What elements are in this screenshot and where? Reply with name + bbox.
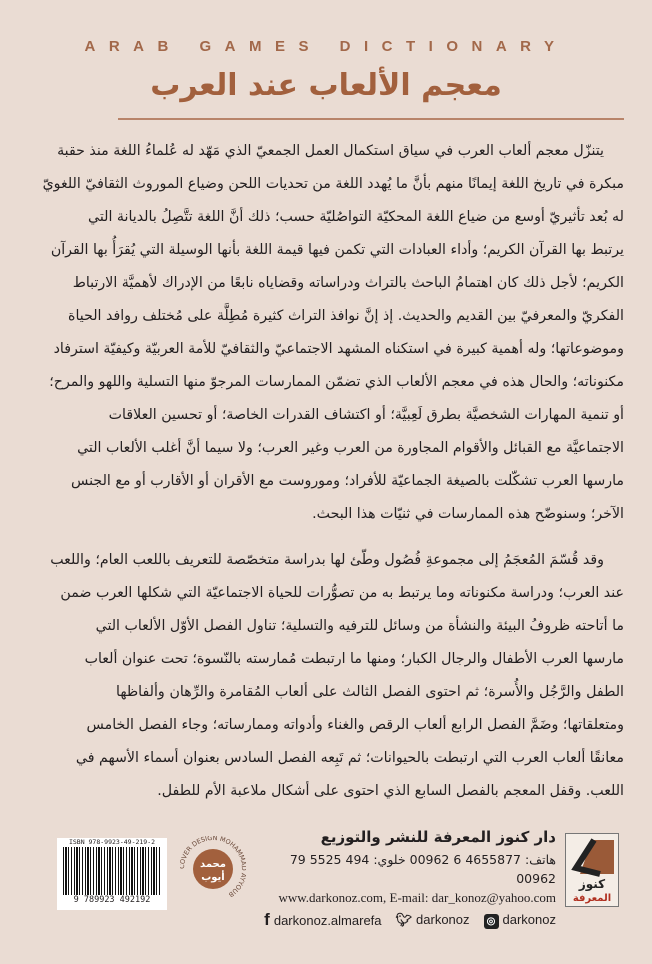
isbn-barcode [57, 838, 167, 910]
social-links [252, 910, 556, 930]
paragraph-line: الكريم؛ لأجل ذلك كان اهتمامُ الباحث بالتراث ودراساته وقضاياه نابعًا من الإدراك لأهميَّة الارتباط [72, 275, 624, 291]
paragraph-line: معانقًا ألعاب العرب التي ارتبطت بالحيوانات؛ ثم تَبِعه الفصل السادس بعنوان أسماء الأسهم في [75, 750, 624, 766]
paragraph-line: اللعب. وقفل المعجم بالفصل السابع الذي احتوى على أشكال ملاعبة الأم للطفل. [157, 783, 624, 799]
svg-text:كنوز: كنوز [578, 877, 606, 891]
barcode-bars [63, 847, 161, 895]
description-paragraph-1 [42, 135, 624, 531]
paragraph-line: مبكرة في تاريخ اللغة إيمانًا منهم بأنَّ ما يُهدد اللغة من تحديات اللحن وضياع الموروث الثقافيّ اللغويّ [42, 176, 624, 192]
paragraph-line: عند العرب؛ ودراسة مكنوناته وما يرتبط به من تصوُّرات للحياة الاجتماعيّة التي شكلها العرب ضمن [60, 585, 624, 601]
svg-text:محمد: محمد [200, 859, 226, 870]
svg-text:COVER DESIGN MOHAMMAD AYYOUB: VER DESIGN MOHAMM YYOUB [180, 836, 246, 899]
arabic-title: معجم الألعاب عند العرب [150, 68, 502, 103]
paragraph-line: له بُعد تأثيريّ أوسع من ضياع اللغة المحكيّة التواصُليّة حسب؛ ذلك أنَّ اللغة تتَّصِلُ بالديانة التي [88, 209, 624, 225]
paragraph-line: الآخر؛ وسنوضّح هذه الممارسات في ثنيّات هذا البحث. [312, 506, 624, 522]
paragraph-line: الطفل والرَّجُل والأُسرة؛ ثم احتوى الفصل الثالث على ألعاب المُقامرة والرِّهان وألفاظها [116, 684, 624, 700]
paragraph-line: الاجتماعيَّة مع القبائل والأقوام المجاورة من العرب وغير العرب؛ ولا سيما أنَّ أغلب الألعاب التي [77, 440, 624, 456]
paragraph-line: وقد قُسّمَ المُعجَمُ إلى مجموعةِ فُصُول وطّئ لها بدراسة متخصّصة للتعريف باللعب العام؛ واللعب [50, 552, 604, 568]
description-paragraph-2 [50, 544, 624, 808]
instagram-handle: darkonoz [502, 911, 556, 927]
cover-design-seal [180, 836, 246, 902]
isbn-label: ISBN 978-9923-49-219-2 [68, 838, 156, 846]
paragraph-line: وموضوعاتها؛ وله أهمية كبيرة في استكناه المشهد الاجتماعيّ والثقافيّ للأمة العربيّة وكيفيّة استرفاد [53, 341, 624, 357]
title-divider [118, 118, 624, 120]
paragraph-line: مارسها العرب تشكّلت بالصيغة الجماعيّة للأفراد؛ وموروست مع الأقران أو الأقارب أو مع الجنس [71, 473, 624, 489]
publisher-phone: هاتف: 4655877 6 00962 خلوي: 494 5525 79 00962 [289, 852, 556, 886]
facebook-handle: darkonoz.almarefa [273, 913, 382, 928]
facebook-link[interactable] [264, 910, 381, 930]
publisher-info [252, 826, 556, 930]
instagram-icon: ◎ [484, 914, 499, 929]
english-title: ARAB GAMES DICTIONARY [84, 38, 568, 55]
publisher-name: دار كنوز المعرفة للنشر والتوزيع [320, 828, 556, 846]
instagram-link[interactable] [484, 912, 556, 929]
paragraph-line: الفكريّ والمعرفيّ بين القديم والحديث. إذ إنَّ نوافذ التراث كثيرة مُطِلَّة على مُختلف روافد الحياة [68, 308, 624, 324]
paragraph-line: ما أتاحته ظروفُ البيئة والنشأة من وسائل للترفيه والتسلية؛ تناول الفصل الأوّل الألعاب التي [95, 618, 624, 634]
twitter-icon: 🐦︎ [395, 912, 413, 927]
publisher-web[interactable]: www.darkonoz.com, E-mail: dar_konoz@yahoo.com [278, 890, 556, 905]
facebook-icon: f [264, 910, 270, 929]
svg-text:المعرفة: المعرفة [572, 893, 612, 904]
paragraph-line: أو تنمية المهارات الشخصيَّة بطرق لَعِبيَّة؛ أو اكتشاف القدرات الخاصة؛ أو تحسين العلاقات [108, 407, 624, 423]
twitter-link[interactable] [396, 912, 470, 928]
paragraph-line: يرتبط بها القرآن الكريم؛ وأداء العبادات التي تكمن فيها قيمة اللغة بأنها الوسيلة التي يُقرَأُ بها القرآن [50, 242, 624, 258]
twitter-handle: darkonoz [416, 912, 470, 927]
paragraph-line: مارسها العرب الأطفال والرجال الكبار؛ ومنها ما ارتبطت مُمارسته بالنّسوة؛ تحت عنوان ألعاب [84, 651, 624, 667]
paragraph-line: يتنزّل معجم ألعاب العرب في سياق استكمال العمل الجمعيّ الذي مَهّد له عُلماءُ اللغة منذ حقبة [57, 143, 604, 159]
publisher-logo [565, 833, 619, 907]
paragraph-line: مكنوناته؛ والحال هذه في معجم الألعاب الذي تضمّن الممارسات المرجوّ منها التسلية واللهو والمرح؛ [49, 374, 624, 390]
paragraph-line: ومتعلقاتها؛ وضَمَّ الفصل الرابع ألعاب الرقص والغناء وأدواته وممارساته؛ وجاء الفصل الخامس [86, 717, 624, 733]
svg-text:أيوب: أيوب [201, 872, 225, 883]
barcode-number: 9 789923 492192 [73, 895, 151, 905]
